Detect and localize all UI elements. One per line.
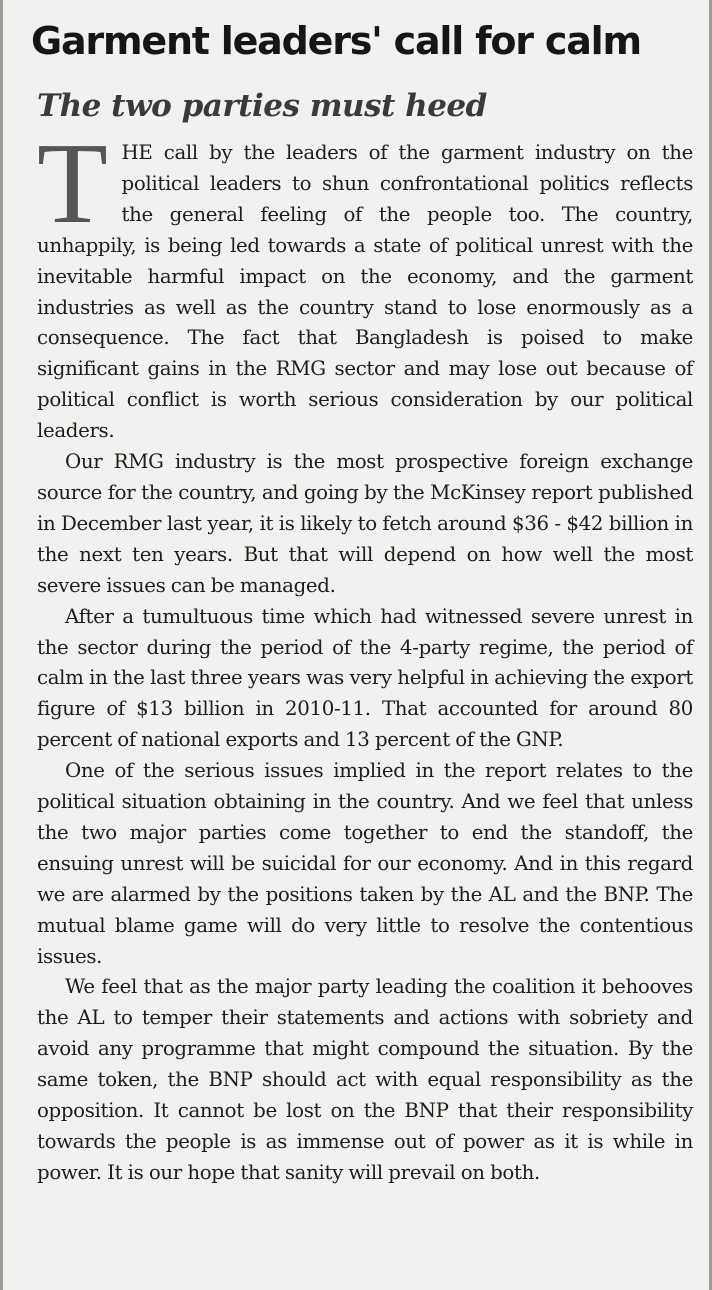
subheadline: The two parties must heed <box>37 88 487 124</box>
drop-cap: T <box>37 120 108 248</box>
headline: Garment leaders' call for calm <box>31 19 641 63</box>
paragraph-2: Our RMG industry is the most prospective foreign exchange source for the country, and going by the McKinsey report published in December last year, it is likely to fetch around $36 - $42 billion in the next ten years. But that will depend on how well the most severe issues can be managed. <box>37 450 693 597</box>
article-body <box>37 120 693 1189</box>
paragraph-3: After a tumultuous time which had witnessed severe unrest in the sector during the period of the 4-party regime, the period of calm in the last three years was very helpful in achieving the export figure of $13 billion in 2010-11. That accounted for around 80 percent of national exports and 13 percent of the GNP. <box>37 604 693 752</box>
paragraph-5: We feel that as the major party leading the coalition it behooves the AL to temper their statements and actions with sobriety and avoid any programme that might compound the situation. By the same token, the BNP should act with equal responsibility as the opposition. It cannot be lost on the BNP that their responsibility towards the people is as immense out of power as it is while in power. It is our hope that sanity will prevail on both. <box>37 975 693 1184</box>
paragraph-1 <box>37 120 693 447</box>
paragraph-1-text: HE call by the leaders of the garment industry on the political leaders to shun confrontational politics reflects the general feeling of the people too. The country, unhappily, is being led towards a state of political unrest with the inevitable harmful impact on the economy, and the garment industries as well as the country stand to lose enormously as a consequence. The fact that Bangladesh is poised to make significant gains in the RMG sector and may lose out because of political conflict is worth serious consideration by our political leaders. <box>37 141 693 443</box>
paragraph-4: One of the serious issues implied in the report relates to the political situation obtaining in the country. And we feel that unless the two major parties come together to end the standoff, the ensuing unrest will be suicidal for our economy. And in this regard we are alarmed by the positions taken by the AL and the BNP. The mutual blame game will do very little to resolve the contentious issues. <box>37 759 693 968</box>
